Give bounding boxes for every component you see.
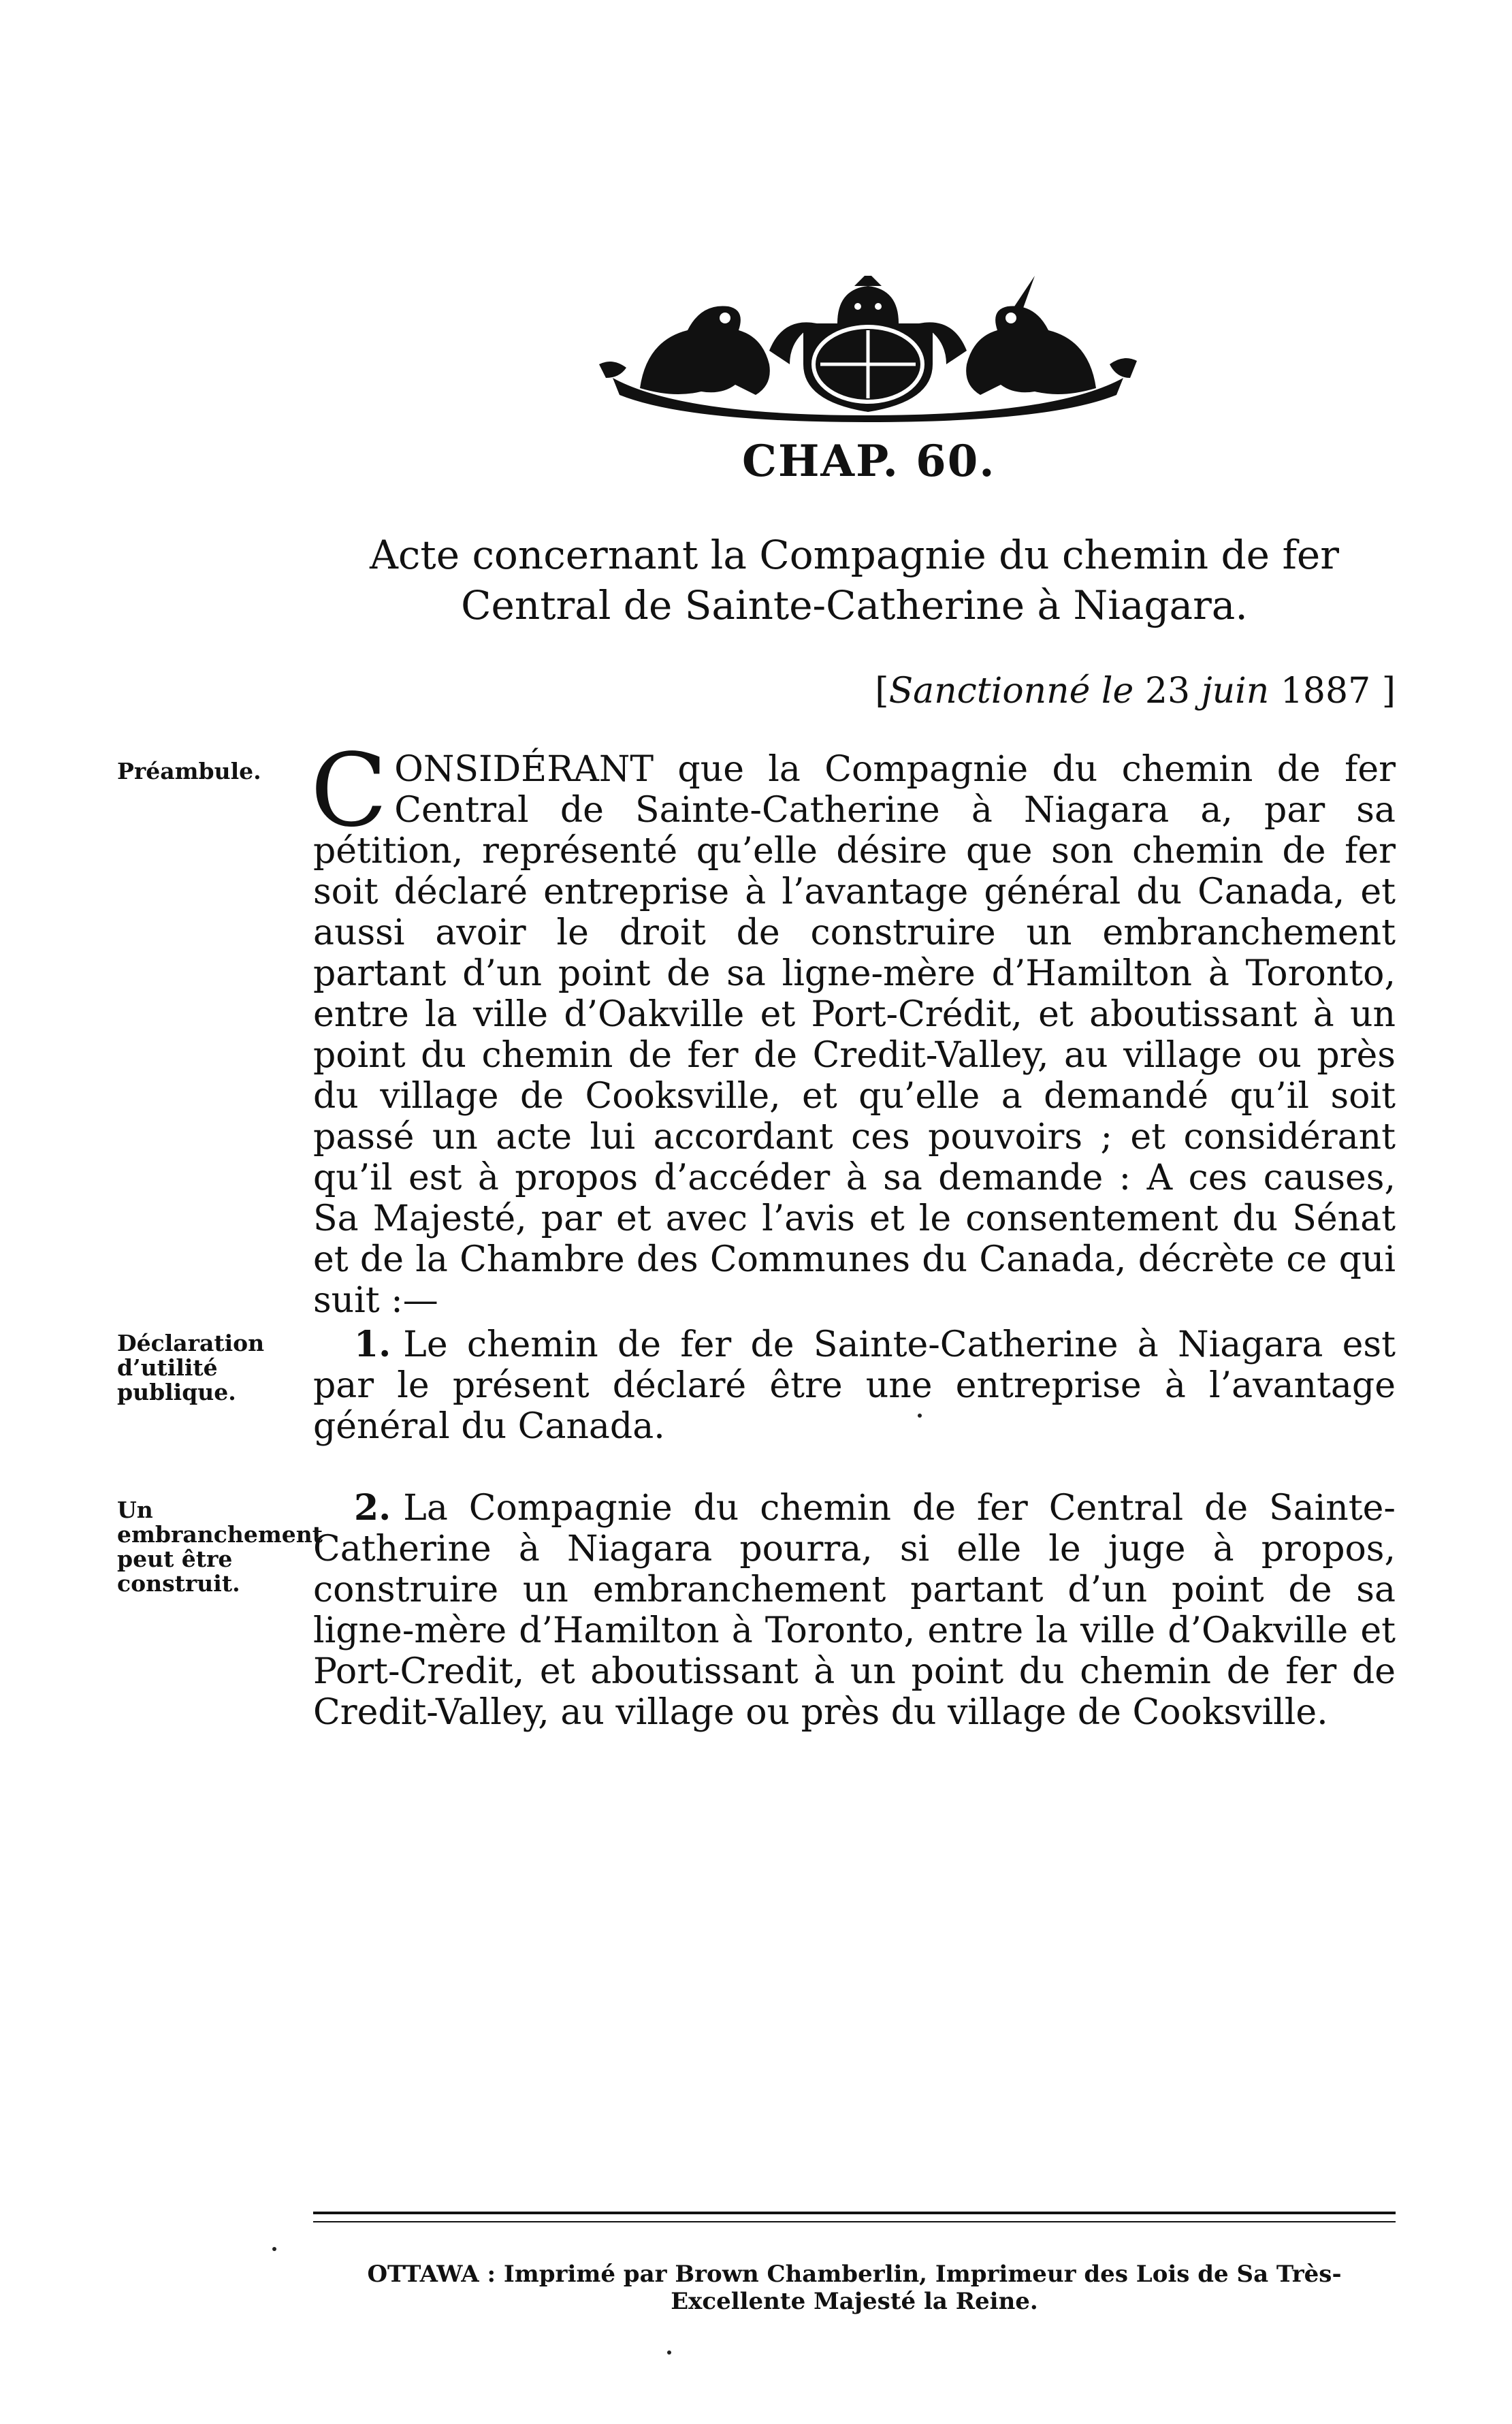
print-speck	[918, 1414, 922, 1418]
margin-note-section-2: Un embranchement peut être construit.	[117, 1497, 323, 1597]
preamble-text: ONSIDÉRANT que la Compagnie du chemin de fer Central de Sainte-Catherine à Niagara a, par sa pétition, représenté qu’elle désire que son chemin de fer soit déclaré entreprise à l’avantage général du Canada, et aussi avoir le droit de construire un embranchement partant d’un point de sa ligne-mère d’Hamilton à Toronto, entre la ville d’Oakville et Port-Crédit, et aboutissant à un point du chemin de fer de Credit-Valley, au village ou près du village de Cooksville, et qu’elle a demandé qu’il soit passé un acte lui accordant ces pouvoirs ; et considérant qu’il est à propos d’accéder à sa demande : A ces causes, Sa Majesté, par et avec l’avis et le consentement du Sénat et de la Chambre des Communes du Canada, décrète ce qui suit :—	[313, 749, 1396, 1321]
section-1-text: Le chemin de fer de Sainte-Catherine à Niagara est par le présent déclaré être une entreprise à l’avantage général du Canada.	[313, 1324, 1396, 1447]
section-2-text: La Compagnie du chemin de fer Central de Sainte-Catherine à Niagara pourra, si elle le juge à propos, construire un embranchement partant d’un point de sa ligne-mère d’Hamilton à Toronto, entre la ville d’Oakville et Port-Credit, et aboutissant à un point du chemin de fer de Credit-Valley, au village ou près du village de Cooksville.	[313, 1488, 1396, 1733]
section-1-number: 1.	[354, 1324, 391, 1365]
closing-rule-thick	[313, 2212, 1396, 2214]
sanction-date	[817, 671, 1396, 712]
sanction-day: 23	[1144, 671, 1191, 712]
margin-note-section-1: Déclaration d’utilité publique.	[117, 1330, 265, 1405]
preamble-paragraph	[310, 732, 1396, 1321]
printer-imprint: OTTAWA : Imprimé par Brown Chamberlin, Imprimeur des Lois de Sa Très-Excellente Majesté la Reine.	[367, 2261, 1342, 2315]
sanction-open-bracket: [	[875, 671, 889, 712]
sanction-month: juin	[1201, 671, 1270, 712]
print-speck	[272, 2247, 276, 2251]
section-2-paragraph	[313, 1488, 1396, 1733]
preamble-dropcap: C	[310, 732, 388, 849]
print-speck	[667, 2350, 671, 2355]
royal-coat-of-arms-emblem	[599, 276, 1137, 422]
closing-rule-thin	[313, 2221, 1396, 2222]
section-1-paragraph	[313, 1324, 1396, 1447]
section-2-number: 2.	[354, 1487, 391, 1529]
chapter-heading: CHAP. 60.	[742, 436, 996, 487]
sanction-close-bracket: ]	[1381, 671, 1396, 712]
sanction-label: Sanctionné le	[888, 671, 1134, 712]
margin-note-preamble: Préambule.	[117, 758, 261, 784]
sanction-year: 1887	[1280, 671, 1371, 712]
act-title: Acte concernant la Compagnie du chemin de fer Central de Sainte-Catherine à Niagara.	[370, 532, 1339, 628]
